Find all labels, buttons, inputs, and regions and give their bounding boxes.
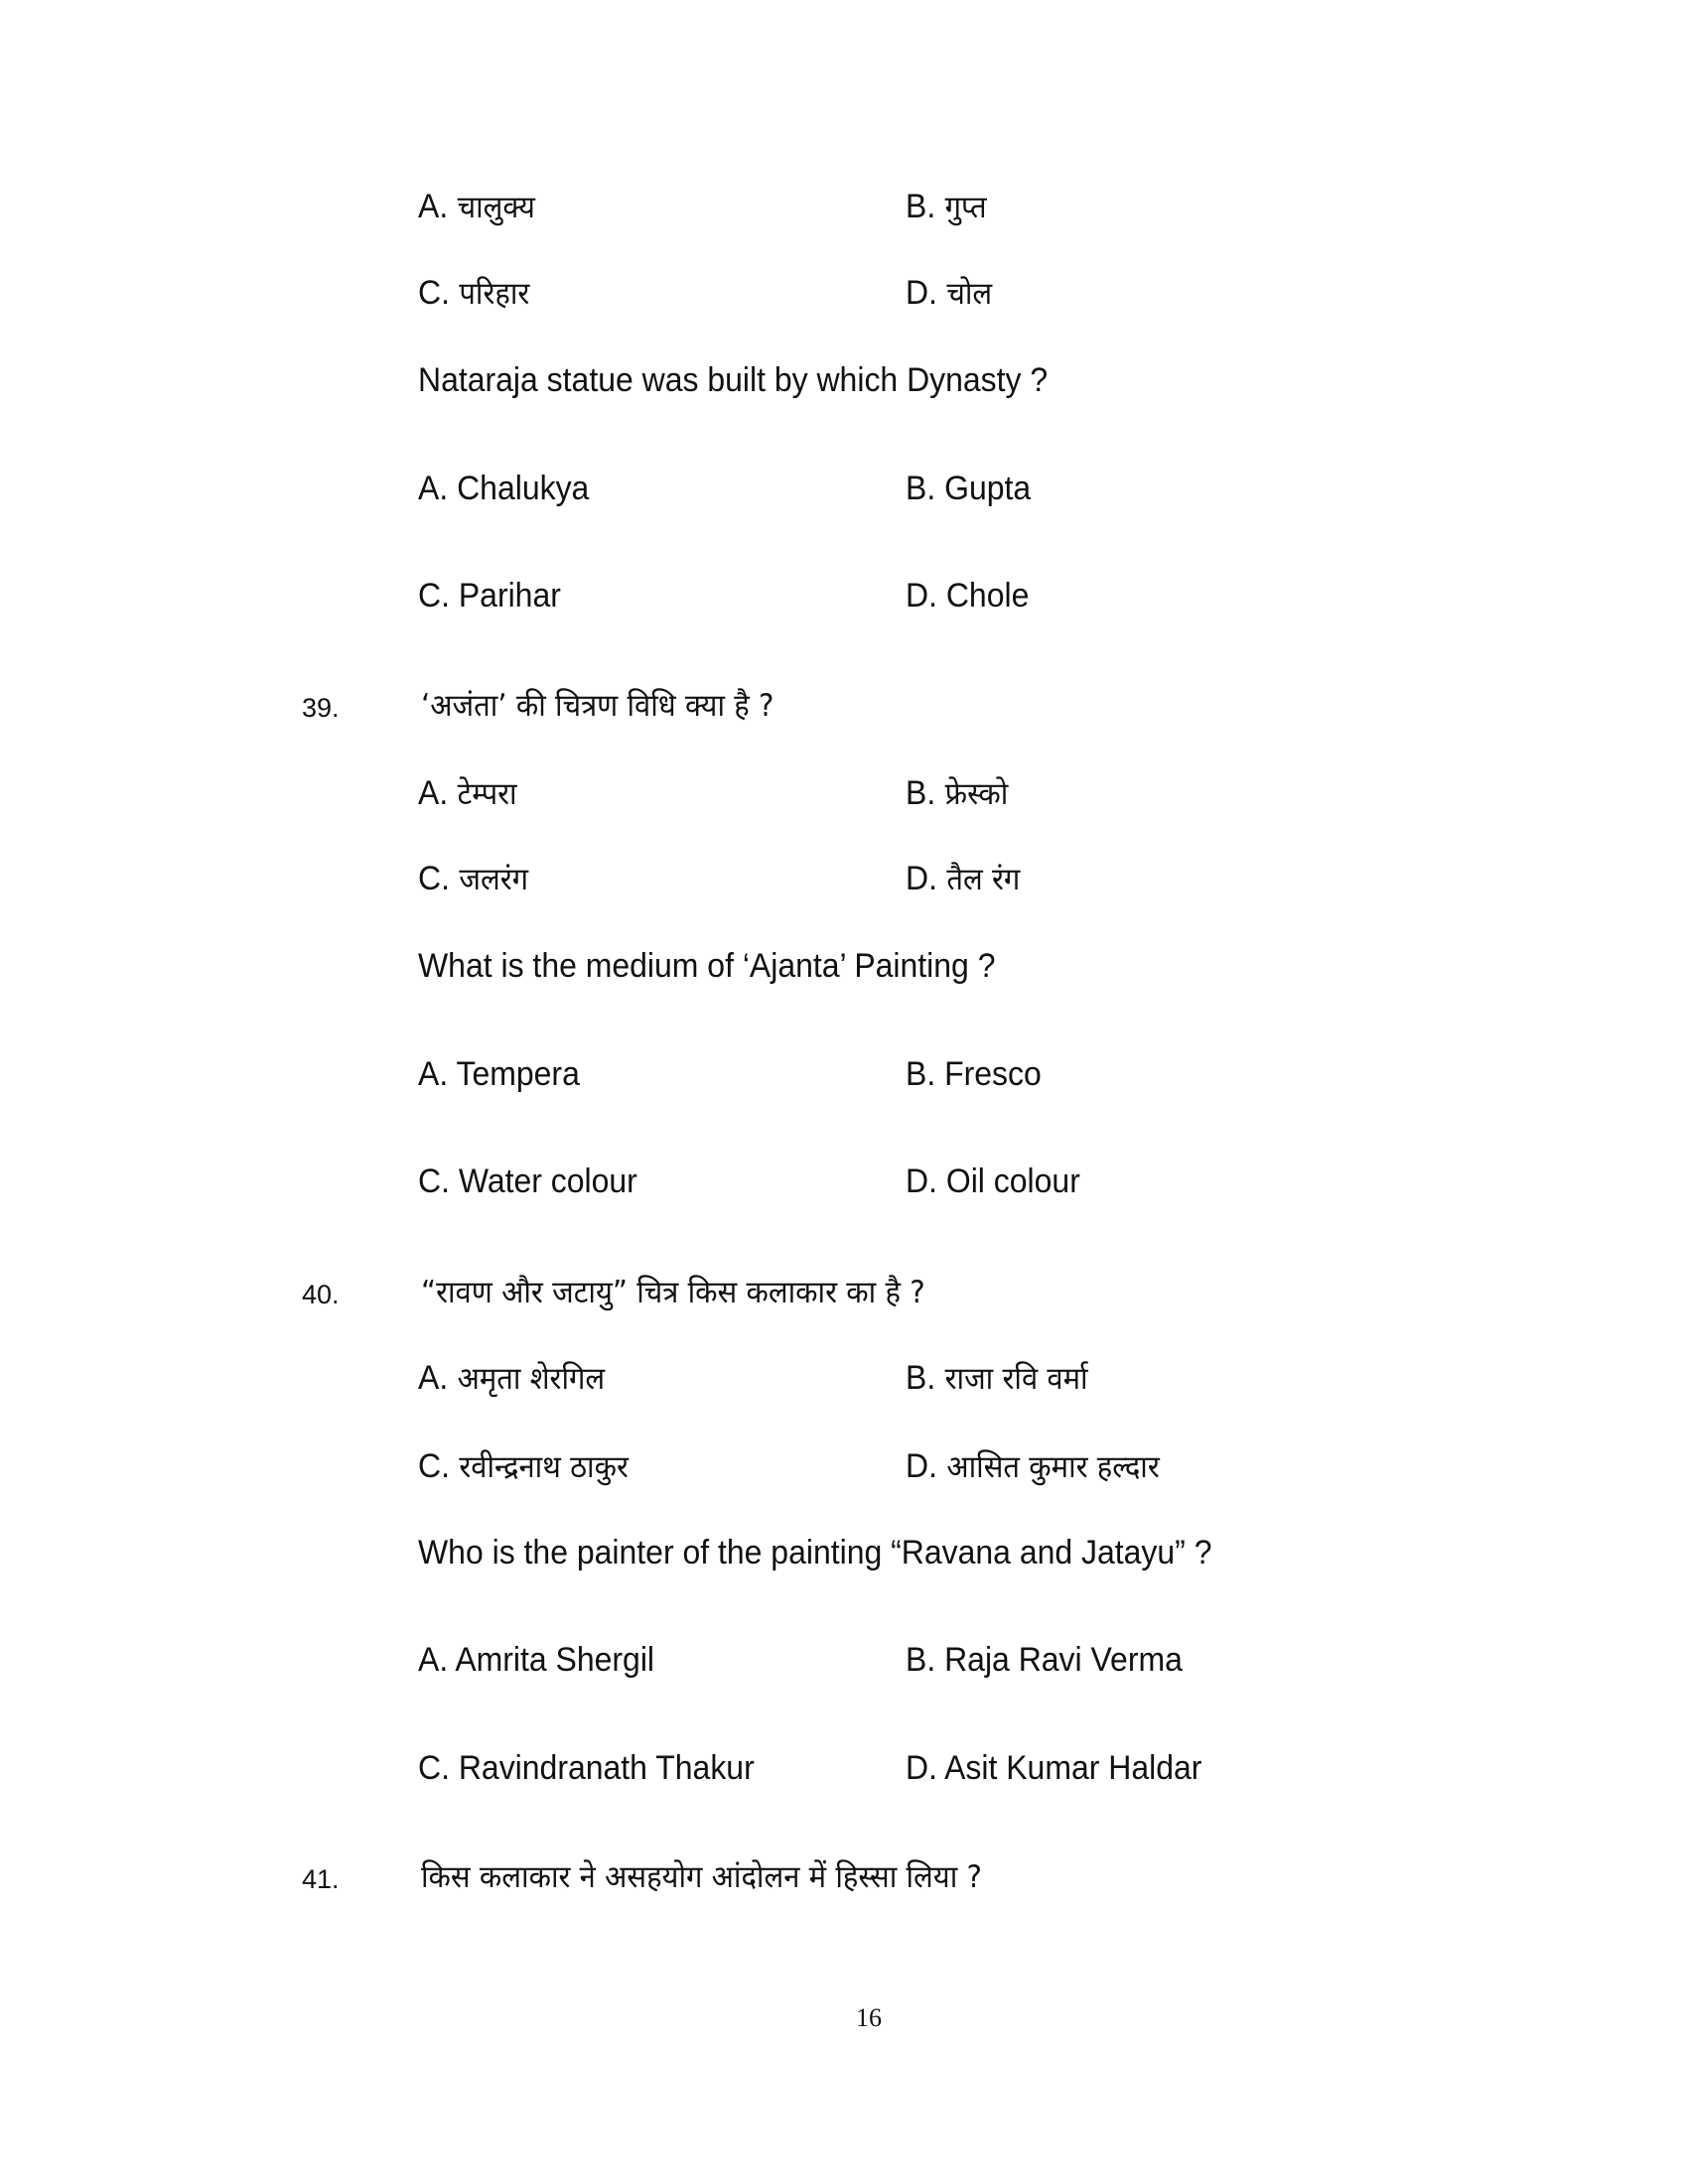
- option-text: आसित कुमार हल्दार: [946, 1449, 1160, 1485]
- option-text: Asit Kumar Haldar: [944, 1749, 1202, 1787]
- option-label: A.: [418, 188, 449, 225]
- option-text: टेम्परा: [457, 776, 517, 812]
- option-text: गुप्त: [944, 190, 987, 225]
- option-text: चोल: [946, 276, 993, 312]
- option-label: C.: [418, 1749, 450, 1787]
- option-text: रवीन्द्रनाथ ठाकुर: [459, 1449, 629, 1485]
- option-text: अमृता शेरगिल: [457, 1361, 606, 1397]
- option-label: B.: [906, 470, 936, 507]
- q39-hindi-question: ‘अजंता’ की चित्रण विधि क्या है ?: [421, 688, 774, 724]
- q40-hindi-option-a: [418, 1356, 605, 1401]
- q38-hindi-option-a: [418, 185, 535, 229]
- option-label: C.: [418, 1162, 450, 1200]
- q40-hindi-option-c: [418, 1444, 629, 1489]
- option-text: परिहार: [459, 276, 530, 312]
- q39-english-option-a: [418, 1052, 580, 1096]
- q38-english-question: Nataraja statue was built by which Dynasty ?: [418, 361, 1049, 399]
- option-label: A.: [418, 1055, 449, 1093]
- option-label: C.: [418, 274, 450, 312]
- option-label: B.: [906, 1641, 936, 1679]
- option-text: Raja Ravi Verma: [944, 1641, 1183, 1679]
- option-label: D.: [906, 1447, 937, 1485]
- option-text: तैल रंग: [946, 862, 1021, 897]
- option-label: A.: [418, 470, 449, 507]
- page-number: 16: [856, 2003, 882, 2032]
- option-label: B.: [906, 1359, 936, 1397]
- option-text: जलरंग: [459, 862, 529, 897]
- q40-hindi-option-b: [906, 1356, 1088, 1401]
- option-label: A.: [418, 1641, 449, 1679]
- q40-english-option-d: [906, 1746, 1201, 1790]
- option-label: B.: [906, 188, 936, 225]
- option-label: A.: [418, 774, 449, 812]
- q39-hindi-option-b: [906, 771, 1008, 816]
- option-label: A.: [418, 1359, 449, 1397]
- q38-english-option-d: [906, 574, 1029, 617]
- question-number-40: 40.: [302, 1280, 340, 1309]
- q39-hindi-option-d: [906, 857, 1020, 901]
- q40-hindi-question: “रावण और जटायु” चित्र किस कलाकार का है ?: [421, 1275, 925, 1310]
- option-label: D.: [906, 1162, 937, 1200]
- question-number-39: 39.: [302, 693, 340, 723]
- option-text: Amrita Shergil: [455, 1641, 655, 1679]
- option-label: D.: [906, 577, 937, 614]
- q38-english-option-a: [418, 467, 589, 510]
- q40-english-option-a: [418, 1638, 654, 1682]
- q40-hindi-option-d: [906, 1444, 1160, 1489]
- option-label: D.: [906, 1749, 937, 1787]
- q38-hindi-option-c: [418, 271, 529, 316]
- q40-english-option-b: [906, 1638, 1183, 1682]
- option-text: राजा रवि वर्मा: [944, 1361, 1088, 1397]
- q38-english-option-c: [418, 574, 561, 617]
- option-label: B.: [906, 774, 936, 812]
- option-label: C.: [418, 577, 450, 614]
- q38-english-option-b: [906, 467, 1031, 510]
- q39-english-option-c: [418, 1160, 637, 1203]
- question-number-41: 41.: [302, 1864, 340, 1894]
- option-label: C.: [418, 1447, 450, 1485]
- option-text: Fresco: [944, 1055, 1042, 1093]
- option-text: Ravindranath Thakur: [458, 1749, 755, 1787]
- q38-hindi-option-d: [906, 271, 992, 316]
- option-label: D.: [906, 860, 937, 897]
- option-text: Chole: [945, 577, 1030, 614]
- option-label: B.: [906, 1055, 936, 1093]
- q40-english-question: Who is the painter of the painting “Ravana and Jatayu” ?: [418, 1534, 1212, 1571]
- q38-hindi-option-b: [906, 185, 987, 229]
- option-label: D.: [906, 274, 937, 312]
- option-text: चालुक्य: [457, 190, 535, 225]
- q39-english-option-b: [906, 1052, 1042, 1096]
- q39-english-option-d: [906, 1160, 1080, 1203]
- q39-english-question: What is the medium of ‘Ajanta’ Painting ?: [418, 947, 996, 985]
- q40-english-option-c: [418, 1746, 755, 1790]
- option-label: C.: [418, 860, 450, 897]
- option-text: Tempera: [456, 1055, 580, 1093]
- option-text: Parihar: [458, 577, 561, 614]
- q41-hindi-question: किस कलाकार ने असहयोग आंदोलन में हिस्सा लिया ?: [421, 1859, 982, 1895]
- option-text: Gupta: [944, 470, 1032, 507]
- option-text: फ्रेस्को: [944, 776, 1009, 812]
- option-text: Chalukya: [457, 470, 590, 507]
- option-text: Oil colour: [945, 1162, 1080, 1200]
- q39-hindi-option-a: [418, 771, 517, 816]
- q39-hindi-option-c: [418, 857, 528, 901]
- option-text: Water colour: [458, 1162, 637, 1200]
